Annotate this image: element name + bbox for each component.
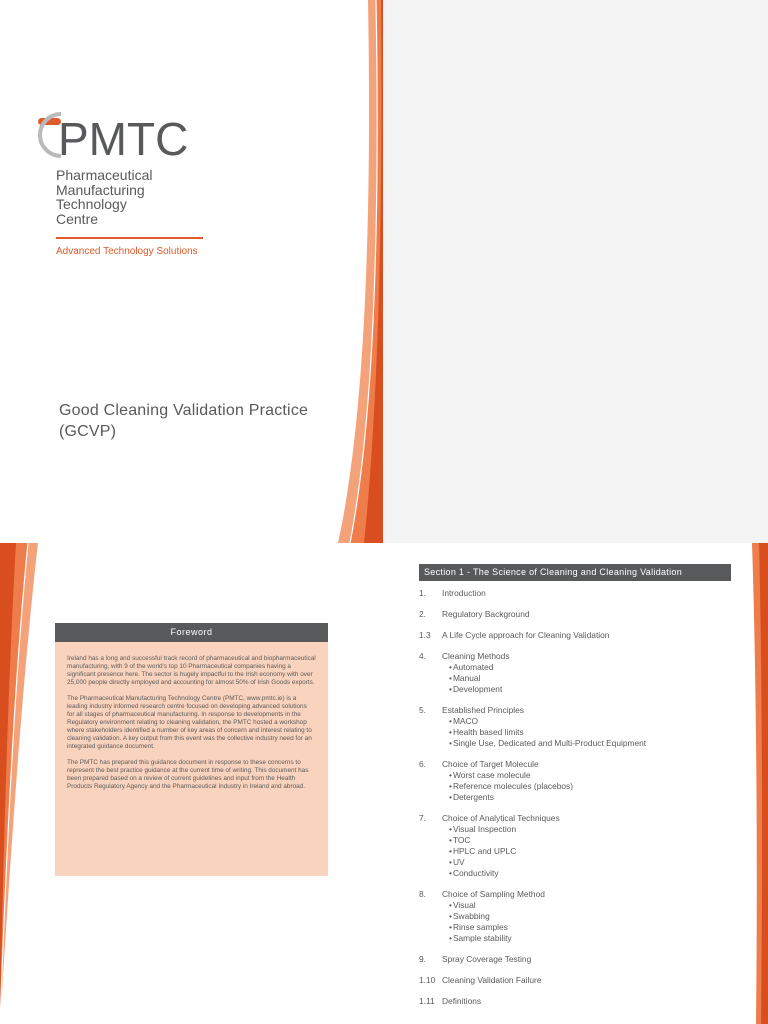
foreword-heading: Foreword bbox=[55, 623, 328, 642]
cover-page bbox=[0, 0, 383, 543]
table-of-contents bbox=[419, 587, 739, 1016]
toc-subitem: • Visual Inspection bbox=[449, 824, 739, 835]
toc-subitems bbox=[449, 770, 739, 803]
toc-entry bbox=[419, 704, 739, 749]
toc-entry-title: Choice of Target Molecule bbox=[442, 759, 539, 769]
organization-name-line: Centre bbox=[56, 210, 99, 227]
toc-subitem: • Reference molecules (placebos) bbox=[449, 781, 739, 792]
organization-name-line: Manufacturing bbox=[56, 181, 145, 198]
toc-entry-line bbox=[419, 995, 739, 1007]
toc-entry-number: 4. bbox=[419, 651, 426, 661]
toc-entry-line bbox=[419, 758, 739, 770]
cover-swoosh-decoration bbox=[330, 0, 383, 543]
toc-entry-title: Spray Coverage Testing bbox=[442, 954, 532, 964]
toc-entry-number: 1.11 bbox=[419, 996, 435, 1006]
foreword-page bbox=[0, 543, 383, 1024]
document-title bbox=[59, 400, 308, 442]
toc-subitem: • Single Use, Dedicated and Multi-Product Equipment bbox=[449, 738, 739, 749]
foreword-paragraph: The PMTC has prepared this guidance document in response to these concerns to represent the best practice guidance at the current time of writing. This document has been prepared based on a review of current guidelines and input from the Health Products Regulatory Agency and the Pharmaceutical Industry in Ireland and abroad. bbox=[67, 759, 309, 790]
toc-entry-line bbox=[419, 812, 739, 824]
tagline: Advanced Technology Solutions bbox=[56, 246, 198, 257]
toc-entry bbox=[419, 587, 739, 599]
toc-entry-title: Definitions bbox=[442, 996, 482, 1006]
toc-entry-line bbox=[419, 704, 739, 716]
toc-entry-line bbox=[419, 953, 739, 965]
toc-subitem: • HPLC and UPLC bbox=[449, 846, 739, 857]
page-gutter bbox=[383, 0, 768, 543]
toc-subitem: • Detergents bbox=[449, 792, 739, 803]
toc-entry-title: Established Principles bbox=[442, 705, 524, 715]
toc-entry-title: Introduction bbox=[442, 588, 486, 598]
toc-subitems bbox=[449, 900, 739, 944]
toc-subitem: • Worst case molecule bbox=[449, 770, 739, 781]
toc-entry-line bbox=[419, 608, 739, 620]
toc-entry-number: 8. bbox=[419, 889, 426, 899]
toc-entry-line bbox=[419, 650, 739, 662]
toc-entry-number: 9. bbox=[419, 954, 426, 964]
toc-entry-number: 1. bbox=[419, 588, 426, 598]
toc-subitems bbox=[449, 716, 739, 749]
foreword-paragraph: The Pharmaceutical Manufacturing Technology Centre (PMTC, www.pmtc.ie) is a leading industry informed research centre focused on developing advanced solutions for all stages of pharmaceutical manufacturing. In response to developments in the Regulatory environment relating to cleaning validation, the PMTC hosted a workshop where stakeholders identified a number of key areas of concern and interest relating to cleaning validation. A key output from this event was the collective industry need for an integrated guidance document. bbox=[67, 695, 312, 750]
toc-entry-number: 2. bbox=[419, 609, 426, 619]
organization-name bbox=[56, 168, 153, 226]
toc-entry-number: 1.10 bbox=[419, 975, 436, 985]
organization-name-line: Pharmaceutical bbox=[56, 167, 153, 183]
toc-entry bbox=[419, 650, 739, 695]
document-title-line: Good Cleaning Validation Practice bbox=[59, 402, 309, 419]
foreword-body bbox=[55, 642, 328, 876]
toc-entry-number: 6. bbox=[419, 759, 426, 769]
toc-entry-title: Cleaning Validation Failure bbox=[442, 975, 542, 985]
toc-subitem: • Conductivity bbox=[449, 868, 739, 879]
contents-swoosh-decoration bbox=[750, 543, 768, 1024]
section-heading: Section 1 - The Science of Cleaning and Cleaning Validation bbox=[419, 564, 731, 581]
toc-subitem: • MACO bbox=[449, 716, 739, 727]
toc-entry bbox=[419, 812, 739, 879]
toc-entry bbox=[419, 995, 739, 1007]
toc-entry-title: Choice of Sampling Method bbox=[442, 889, 545, 899]
foreword-paragraph: Ireland has a long and successful track record of pharmaceutical and biopharmaceutical manufacturing, with 9 of the world's top 10 Pharmaceutical companies having a significant presence here. The sector is hugely impactful to the Irish economy with over 25,000 people directly employed and accounting for almost 50% of Irish Goods exports. bbox=[67, 655, 316, 686]
toc-subitem: • Visual bbox=[449, 900, 739, 911]
organization-name-line: Technology bbox=[56, 196, 127, 212]
toc-entry-title: Choice of Analytical Techniques bbox=[442, 813, 560, 823]
toc-entry bbox=[419, 974, 739, 986]
toc-subitem: • Development bbox=[449, 684, 739, 695]
toc-entry bbox=[419, 758, 739, 803]
toc-subitem: • Manual bbox=[449, 673, 739, 684]
logo-wordmark: PMTC bbox=[58, 113, 189, 162]
toc-subitem: • UV bbox=[449, 857, 739, 868]
toc-entry-line bbox=[419, 629, 739, 641]
toc-entry-number: 5. bbox=[419, 705, 426, 715]
toc-subitem: • Rinse samples bbox=[449, 922, 739, 933]
tagline-divider bbox=[56, 237, 203, 239]
document-title-line: (GCVP) bbox=[59, 423, 117, 440]
pmtc-logo bbox=[38, 112, 208, 162]
toc-entry-number: 1.3 bbox=[419, 630, 431, 640]
toc-entry-title: Cleaning Methods bbox=[442, 651, 510, 661]
toc-entry bbox=[419, 608, 739, 620]
toc-entry-line bbox=[419, 587, 739, 599]
contents-page bbox=[383, 543, 768, 1024]
toc-subitem: • Health based limits bbox=[449, 727, 739, 738]
toc-subitem: • Sample stability bbox=[449, 933, 739, 944]
toc-entry bbox=[419, 888, 739, 944]
toc-entry-title: A Life Cycle approach for Cleaning Validation bbox=[442, 630, 610, 640]
toc-entry bbox=[419, 953, 739, 965]
toc-entry bbox=[419, 629, 739, 641]
toc-entry-number: 7. bbox=[419, 813, 426, 823]
foreword-swoosh-decoration bbox=[0, 543, 40, 1024]
toc-subitems bbox=[449, 662, 739, 695]
toc-entry-line bbox=[419, 888, 739, 900]
toc-subitems bbox=[449, 824, 739, 879]
toc-entry-title: Regulatory Background bbox=[442, 609, 530, 619]
toc-entry-line bbox=[419, 974, 739, 986]
toc-subitem: • Swabbing bbox=[449, 911, 739, 922]
toc-subitem: • Automated bbox=[449, 662, 739, 673]
toc-subitem: • TOC bbox=[449, 835, 739, 846]
